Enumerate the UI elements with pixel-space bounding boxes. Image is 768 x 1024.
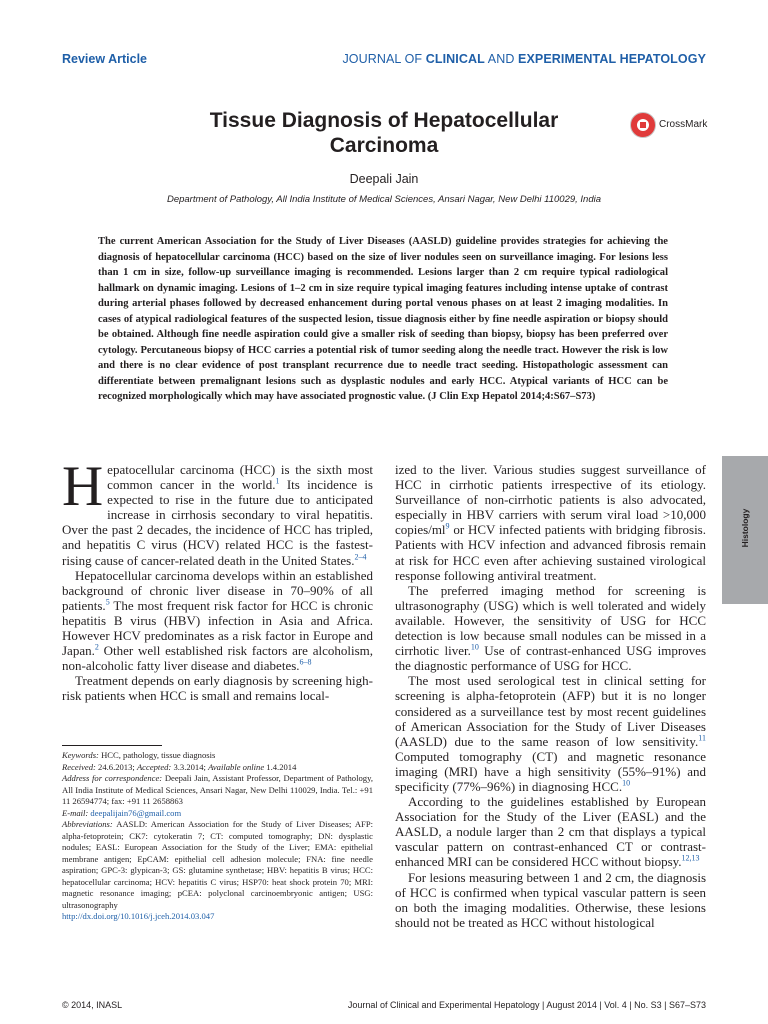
- drop-cap: H: [62, 455, 104, 518]
- footnote-label: Accepted:: [136, 761, 172, 772]
- footnote-label: Address for correspondence:: [62, 773, 163, 783]
- article-type-label: Review Article: [62, 52, 147, 66]
- side-tab-label: Histology: [740, 508, 750, 548]
- text-run: ized to the liver. Various studies suggest surveillance of HCC in cirrhotic patients irrespective of its etiology. Surveillance of non-cirrhotic patients is also advocated, especially in HBV carriers with serum viral load >10,000 copies/ml: [395, 462, 706, 538]
- paragraph: For lesions measuring between 1 and 2 cm, the diagnosis of HCC is confirmed when typical vascular pattern is seen on both the imaging modalities. Otherwise, these lesions should not be treated as HCC without histological: [395, 869, 706, 930]
- body-column-left: [62, 455, 373, 704]
- paragraph: [395, 794, 706, 869]
- footnote-text: 24.6.2013;: [95, 761, 137, 772]
- footnote-divider: [62, 745, 162, 746]
- citation-link[interactable]: 2: [94, 642, 99, 652]
- email-link[interactable]: deepalijain76@gmail.com: [88, 807, 182, 818]
- text-run: Its incidence is expected to rise in the future due to anticipated increase in cirrhosis secondary to viral hepatitis. Over the past 2 decades, the incidence of HCC has tripled, and hepatitis C virus (HCV) related HCC is the fastest-rising cause of cancer-related death in the United States.: [62, 477, 373, 568]
- footnote-label: E-mail:: [62, 807, 89, 818]
- footnote-label: Available online: [208, 761, 265, 772]
- citation-link[interactable]: 5: [105, 597, 110, 607]
- journal-name-pre: JOURNAL OF: [342, 52, 426, 66]
- author-affiliation: Department of Pathology, All India Institute of Medical Sciences, Ansari Nagar, New Delhi 110029, India: [166, 194, 602, 205]
- footnote-label: Received:: [62, 761, 96, 772]
- paragraph: [395, 583, 706, 674]
- footnotes: [62, 750, 373, 923]
- copyright-notice: © 2014, INASL: [62, 1000, 123, 1010]
- footnote-text: HCC, pathology, tissue diagnosis: [98, 750, 216, 760]
- text-run: According to the guidelines established by European Association for the Study of the Liver (EASL) and the AASLD, a nodule larger than 2 cm that displays a typical vascular pattern on contrast-enhanced CT or contrast-enhanced MRI can be considered HCC without biopsy.: [395, 794, 706, 870]
- footnote-label: Keywords:: [62, 750, 99, 760]
- citation-link[interactable]: 2–4: [354, 552, 367, 562]
- paragraph: [395, 462, 706, 583]
- citation-link[interactable]: 10: [470, 642, 479, 652]
- address-line: [62, 773, 373, 808]
- journal-name-experimental: EXPERIMENTAL HEPATOLOGY: [518, 52, 706, 66]
- journal-name-clinical: CLINICAL: [425, 52, 485, 66]
- journal-page-info: Journal of Clinical and Experimental Hepatology | August 2014 | Vol. 4 | No. S3 | S67–S73: [347, 1000, 706, 1010]
- body-column-right: [395, 462, 706, 930]
- paragraph: [62, 568, 373, 674]
- text-run: epatocellular carcinoma (HCC) is the sixth most common cancer in the world.: [107, 462, 373, 493]
- citation-link[interactable]: 9: [445, 522, 450, 532]
- citation-link[interactable]: 6–8: [299, 657, 312, 667]
- text-run: Use of contrast-enhanced USG improves the diagnostic performance of USG for HCC.: [395, 643, 706, 674]
- footnote-text: 3.3.2014;: [171, 761, 209, 772]
- citation-link[interactable]: 10: [622, 778, 631, 788]
- text-run: Hepatocellular carcinoma develops within an established background of chronic liver disease in 70–90% of all patients.: [62, 567, 373, 613]
- abbreviations-line: [62, 819, 373, 911]
- footnote-text: Deepali Jain, Assistant Professor, Department of Pathology, All India Institute of Medical Sciences, Ansari Nagar, New Delhi 110029, India. Tel.: +91 11 26594774; fax: +91 11 2658863: [62, 773, 373, 806]
- footnote-text: 1.4.2014: [264, 761, 297, 772]
- author-name: Deepali Jain: [349, 172, 419, 186]
- text-run: Computed tomography (CT) and magnetic resonance imaging (MRI) have a high sensitivity (55%–91%) and specificity (77%–96%) in diagnosing HCC.: [395, 748, 706, 794]
- crossmark-label: CrossMark: [659, 119, 708, 130]
- email-line: [62, 808, 373, 820]
- text-run: The preferred imaging method for screening is ultrasonography (USG) which is well tolerated and widely available. However, the sensitivity of USG for HCC detection is low because small nodules can be missed in a cirrhotic liver.: [395, 582, 706, 659]
- article-title: [160, 108, 608, 158]
- article-title-line-2: Carcinoma: [329, 134, 439, 157]
- footnote-label: Abbreviations:: [62, 819, 113, 829]
- paragraph: [62, 455, 373, 568]
- footnote-text: AASLD: American Association for the Study of Liver Diseases; AFP: alpha-fetoprotein; CK7: cytokeratin 7; CT: computed tomography; DN: dysplastic nodules; EASL: European Association for the Study of the Liver; EMA: epithelial membrane antigen; EpCAM: epithelial cell adhesion molecule; FNA: fine needle aspiration; GPC-3: glypican-3; GS: glutamine synthetase; HBV: hepatitis B virus; HCC: hepatocellular carcinoma; HCV: hepatitis C virus; HSP70: heat shock protein 70; MRI: magnetic resonance imaging; pCEA: polyclonal carcinoembryonic antigen; USG: ultrasonography: [62, 819, 373, 910]
- citation-link[interactable]: 11: [698, 733, 706, 743]
- citation-link[interactable]: 1: [275, 476, 280, 486]
- dates-line: [62, 762, 373, 774]
- citation-link[interactable]: 12,13: [681, 854, 700, 864]
- journal-name-and: AND: [484, 52, 519, 66]
- text-run: Other well established risk factors are alcoholism, non-alcoholic fatty liver disease and diabetes.: [62, 643, 373, 674]
- crossmark-icon: [630, 112, 656, 138]
- paragraph: [395, 673, 706, 794]
- paragraph: Treatment depends on early diagnosis by screening high-risk patients when HCC is small and remains local-: [62, 673, 373, 704]
- journal-name: [342, 52, 706, 66]
- text-run: The most frequent risk factor for HCC is chronic hepatitis B virus (HBV) infection in Asia and Africa. However HCV predominates as a risk factor in Europe and Japan.: [62, 597, 373, 659]
- section-side-tab: [722, 456, 768, 604]
- abstract: The current American Association for the Study of Liver Diseases (AASLD) guideline provides strategies for achieving the diagnosis of hepatocellular carcinoma (HCC) based on the size of liver nodules seen on surveillance imaging. For lesions less than 1 cm in size, follow-up surveillance imaging is recommended. Lesions larger than 2 cm require typical radiological hallmark on dynamic imaging. Lesions of 1–2 cm in size require typical imaging features including intense uptake of contrast during arterial phases followed by decreased enhancement during portal venous phases on at least 2 imaging modalities. In cases of atypical radiological features of the suspected lesion, tissue diagnosis either by fine needle aspiration or biopsy should be obtained. Although fine needle aspiration could give a smaller risk of seeding than biopsy, biopsy has been preferred over cytology. Percutaneous biopsy of HCC carries a potential risk of tumor seeding along the needle tract. However the risk is low and there is no clear evidence of post transplant recurrence due to needle tract seeding. Histopathologic assessment can differentiate between premalignant lesions such as dysplastic nodules and early HCC. Atypical variants of HCC can be recognized morphologically which may have associated prognostic value. (J Clin Exp Hepatol 2014;4:S67–S73): [98, 236, 668, 403]
- keywords-line: [62, 750, 373, 762]
- article-title-line-1: Tissue Diagnosis of Hepatocellular: [209, 109, 559, 132]
- doi-line: [62, 911, 373, 923]
- text-run: or HCV infected patients with bridging fibrosis. Patients with HCV infection and advanced fibrosis remain at risk for HCC even after achieving sustained virological response following antiviral treatment.: [395, 522, 706, 583]
- crossmark-badge[interactable]: [630, 112, 710, 140]
- doi-link[interactable]: http://dx.doi.org/10.1016/j.jceh.2014.03.047: [62, 911, 215, 921]
- text-run: The most used serological test in clinical setting for screening is alpha-fetoprotein (AFP) but it is no longer considered as a surveillance test by most recent guidelines of American Association for the Study of Liver Diseases (AASLD) due to the same reason of low sensitivity.: [395, 673, 706, 749]
